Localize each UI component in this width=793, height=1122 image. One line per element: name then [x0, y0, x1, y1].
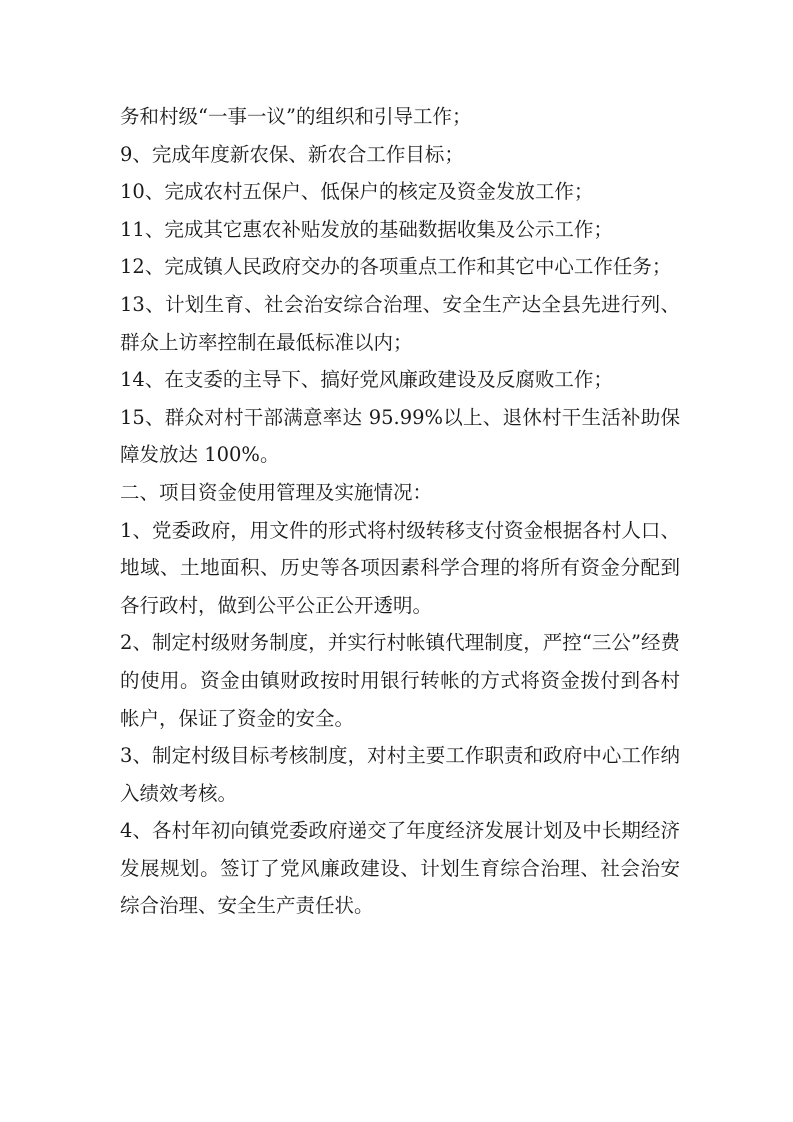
paragraph-section2-item-2: 2、制定村级财务制度，并实行村帐镇代理制度，严控“三公”经费的使用。资金由镇财政按时用银行转帐的方式将资金拨付到各村帐户，保证了资金的安全。	[120, 631, 680, 730]
paragraph-item-9: 9、完成年度新农保、新农合工作目标；	[120, 142, 464, 166]
paragraph-continuation: 务和村级“一事一议”的组织和引导工作；	[120, 105, 472, 128]
section-heading: 二、项目资金使用管理及实施情况：	[120, 480, 433, 504]
paragraph-section2-item-1: 1、党委政府，用文件的形式将村级转移支付资金根据各村人口、地域、土地面积、历史等各项因素科学合理的将所有资金分配到各行政村，做到公平公正公开透明。	[120, 518, 680, 617]
paragraph-section2-item-4: 4、各村年初向镇党委政府递交了年度经济发展计划及中长期经济发展规划。签订了党风廉政建设、计划生育综合治理、社会治安综合治理、安全生产责任状。	[120, 819, 680, 918]
paragraph-item-11: 11、完成其它惠农补贴发放的基础数据收集及公示工作；	[120, 217, 613, 241]
paragraph-section2-item-3: 3、制定村级目标考核制度，对村主要工作职责和政府中心工作纳入绩效考核。	[120, 744, 680, 805]
paragraph-item-10: 10、完成农村五保户、低保户的核定及资金发放工作；	[120, 180, 594, 204]
document-body	[120, 98, 680, 925]
paragraph-item-13: 13、计划生育、社会治安综合治理、安全生产达全县先进行列、群众上访率控制在最低标准以内；	[120, 292, 680, 354]
paragraph-item-14: 14、在支委的主导下、搞好党风廉政建设及反腐败工作；	[120, 368, 613, 392]
paragraph-item-12: 12、完成镇人民政府交办的各项重点工作和其它中心工作任务；	[120, 255, 672, 279]
paragraph-item-15: 15、群众对村干部满意率达 95.99%以上、退休村干生活补助保障发放达 100%。	[120, 405, 680, 467]
